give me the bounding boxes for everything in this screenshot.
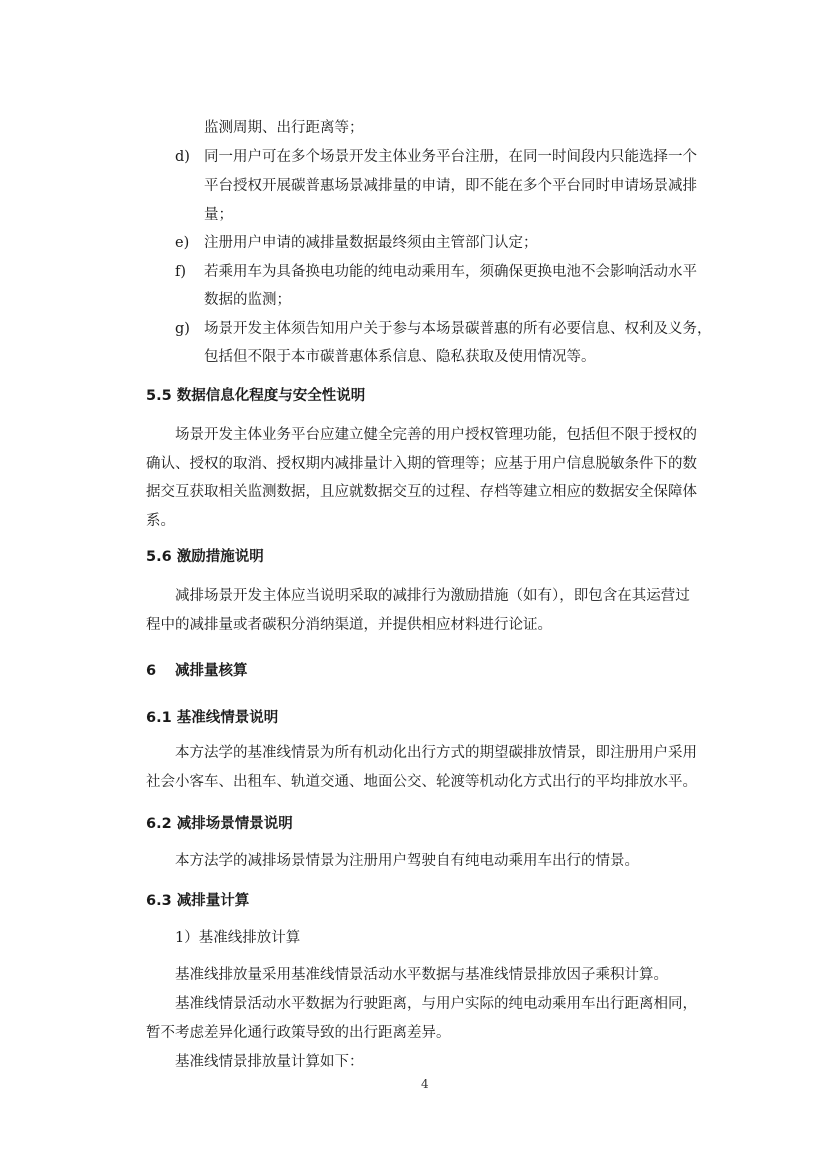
list-item-g-line: 包括但不限于本市碳普惠体系信息、隐私获取及使用情况等。: [204, 349, 596, 365]
list-item-d-line: 同一用户可在多个场景开发主体业务平台注册，在同一时间段内只能选择一个: [204, 149, 697, 165]
section-heading-6-3: 6.3 减排量计算: [146, 893, 250, 909]
paragraph-line: 确认、授权的取消、授权期内减排量计入期的管理等；应基于用户信息脱敏条件下的数: [146, 456, 697, 472]
list-item-d-label: d): [175, 149, 190, 165]
section-heading-5-6: 5.6 激励措施说明: [146, 549, 264, 565]
paragraph-line: 社会小客车、出租车、轨道交通、地面公交、轮渡等机动化方式出行的平均排放水平。: [146, 774, 697, 790]
list-item-f-label: f): [175, 264, 187, 280]
list-item-e-label: e): [175, 235, 190, 251]
page-number: 4: [421, 1077, 429, 1091]
paragraph-line: 本方法学的基准线情景为所有机动化出行方式的期望碳排放情景，即注册用户采用: [175, 745, 697, 761]
paragraph-line: 系。: [146, 513, 175, 529]
section-heading-5-5: 5.5 数据信息化程度与安全性说明: [146, 388, 366, 404]
paragraph-line: 本方法学的减排场景情景为注册用户驾驶自有纯电动乘用车出行的情景。: [175, 853, 639, 869]
list-item-e-line: 注册用户申请的减排量数据最终须由主管部门认定；: [204, 235, 538, 251]
section-heading-6-2: 6.2 减排场景情景说明: [146, 816, 293, 832]
list-item-g-line: 场景开发主体须告知用户关于参与本场景碳普惠的所有必要信息、权利及义务，: [204, 321, 712, 337]
list-item-d-line: 平台授权开展碳普惠场景减排量的申请，即不能在多个平台同时申请场景减排: [204, 178, 697, 194]
paragraph-line: 暂不考虑差异化通行政策导致的出行距离差异。: [146, 1025, 451, 1041]
paragraph-line: 据交互获取相关监测数据，且应就数据交互的过程、存档等建立相应的数据安全保障体: [146, 484, 697, 500]
paragraph-line: 基准线情景排放量计算如下：: [175, 1054, 364, 1070]
subsection-label: 1）基准线排放计算: [175, 930, 301, 946]
chapter-number: 6: [146, 663, 157, 679]
section-heading-6-1: 6.1 基准线情景说明: [146, 710, 279, 726]
list-item-f-line: 若乘用车为具备换电功能的纯电动乘用车，须确保更换电池不会影响活动水平: [204, 264, 697, 280]
paragraph-line: 减排场景开发主体应当说明采取的减排行为激励措施（如有），即包含在其运营过: [175, 588, 690, 604]
list-item-g-label: g): [175, 321, 190, 337]
list-item-d-line: 量；: [204, 207, 233, 223]
paragraph-line: 基准线排放量采用基准线情景活动水平数据与基准线情景排放因子乘积计算。: [175, 967, 668, 983]
paragraph-line: 基准线情景活动水平数据为行驶距离，与用户实际的纯电动乘用车出行距离相同，: [175, 996, 697, 1012]
chapter-title: 减排量核算: [175, 663, 248, 679]
list-item-f-line: 数据的监测；: [204, 292, 291, 308]
list-continuation: 监测周期、出行距离等；: [204, 120, 364, 136]
paragraph-line: 场景开发主体业务平台应建立健全完善的用户授权管理功能，包括但不限于授权的: [175, 427, 697, 443]
paragraph-line: 程中的减排量或者碳积分消纳渠道，并提供相应材料进行论证。: [146, 617, 552, 633]
